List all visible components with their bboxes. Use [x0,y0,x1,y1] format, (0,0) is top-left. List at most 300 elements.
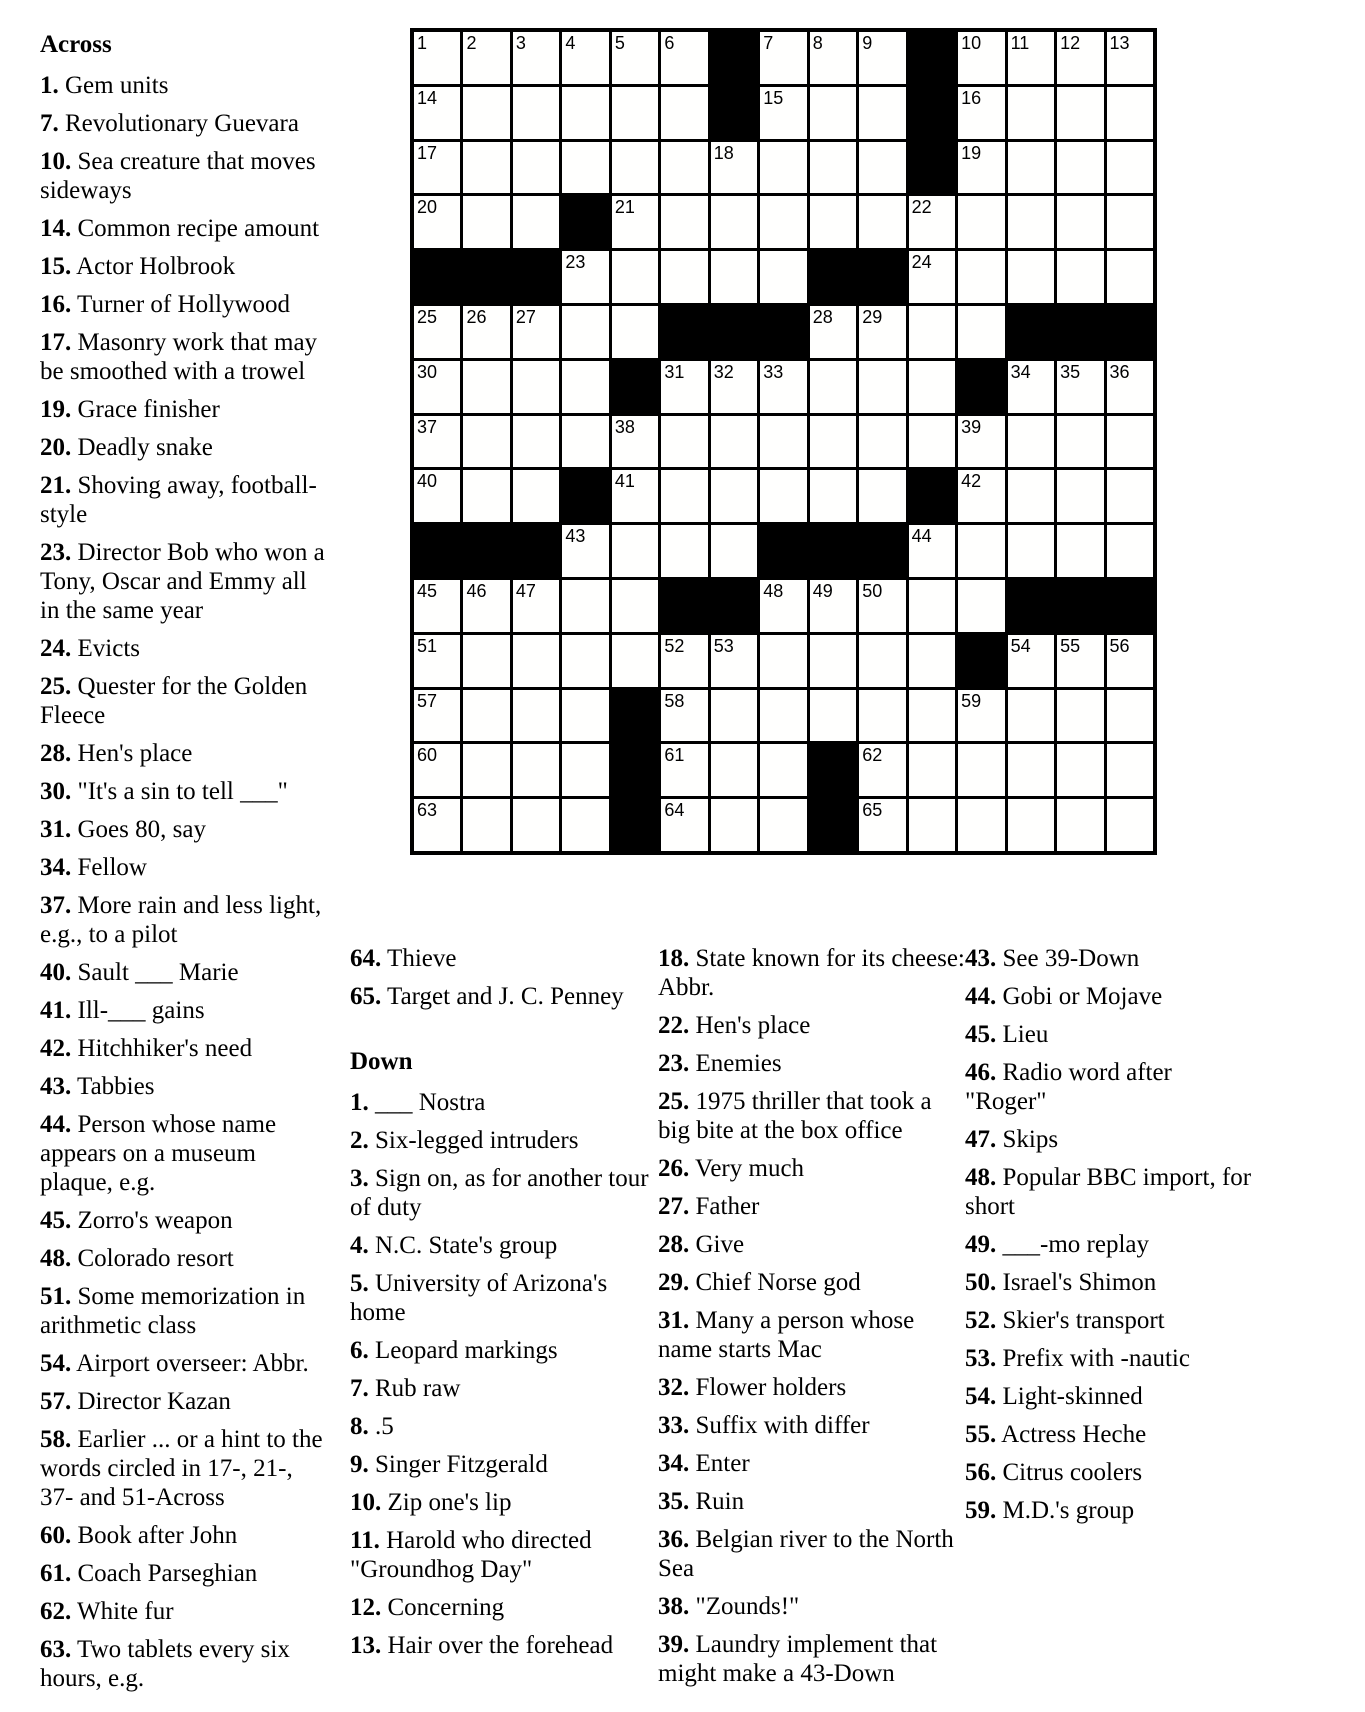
grid-cell[interactable] [463,87,509,139]
grid-cell[interactable] [1008,142,1054,194]
clue-text: State known for its cheese: Abbr. [658,945,965,1001]
grid-cell[interactable] [463,142,509,194]
grid-cell-black [1008,306,1054,358]
grid-cell[interactable] [810,142,856,194]
grid-cell[interactable] [859,306,905,358]
clue [40,1282,327,1340]
grid-cell[interactable] [513,32,559,84]
grid-cell[interactable] [958,87,1004,139]
grid-cell[interactable] [909,744,955,796]
grid-cell[interactable] [1057,470,1103,522]
grid-cell[interactable] [463,306,509,358]
grid-cell[interactable] [1107,635,1153,687]
grid-cell[interactable] [661,32,707,84]
grid-cell[interactable] [1107,525,1153,577]
grid-cell[interactable] [1008,361,1054,413]
grid-cell[interactable] [1008,196,1054,248]
grid-cell[interactable] [711,251,757,303]
grid-cell[interactable] [463,799,509,851]
clue-text: Citrus coolers [996,1459,1143,1486]
grid-cell[interactable] [958,142,1004,194]
grid-cell[interactable] [859,142,905,194]
grid-cell[interactable] [711,525,757,577]
clue [40,1206,327,1235]
grid-cell[interactable] [661,87,707,139]
clue-number: 26. [658,1155,690,1182]
grid-cell[interactable] [562,580,608,632]
clue-number: 42. [40,1035,72,1062]
grid-cell[interactable] [513,744,559,796]
grid-cell[interactable] [1008,470,1054,522]
grid-cell[interactable] [513,306,559,358]
grid-cell-black [414,251,460,303]
grid-cell[interactable] [463,416,509,468]
cell-number: 60 [417,745,438,766]
clue-text: Enemies [689,1050,782,1077]
clue [658,1525,965,1583]
clue-text: Person whose name appears on a museum plaque, e.g. [40,1111,277,1196]
cell-number: 9 [862,33,873,53]
grid-cell[interactable] [909,361,955,413]
grid-cell[interactable] [562,306,608,358]
grid-cell[interactable] [958,416,1004,468]
grid-cell-black [612,799,658,851]
grid-cell[interactable] [760,635,806,687]
clue-number: 1. [40,72,59,99]
clue [350,1126,650,1155]
clue-text: White fur [71,1598,174,1625]
clue [658,1268,965,1297]
grid-cell[interactable] [414,361,460,413]
grid-cell[interactable] [562,87,608,139]
grid-cell[interactable] [859,32,905,84]
grid-cell[interactable] [1008,87,1054,139]
grid-cell[interactable] [810,690,856,742]
grid-cell[interactable] [1057,525,1103,577]
grid-cell[interactable] [760,416,806,468]
grid-cell[interactable] [909,799,955,851]
grid-cell[interactable] [958,251,1004,303]
grid-cell[interactable] [909,690,955,742]
clue-number: 43. [965,945,997,972]
clue [658,1630,965,1688]
clue [40,71,327,100]
grid-cell[interactable] [810,196,856,248]
clue [965,1458,1255,1487]
grid-cell[interactable] [1107,799,1153,851]
grid-cell[interactable] [1057,142,1103,194]
grid-cell[interactable] [1008,32,1054,84]
cell-number: 2 [466,33,477,53]
grid-cell[interactable] [414,306,460,358]
grid-cell[interactable] [1057,87,1103,139]
clue [40,147,327,205]
clue [965,1058,1255,1116]
grid-cell[interactable] [1057,635,1103,687]
grid-cell-black [859,525,905,577]
grid-cell[interactable] [810,580,856,632]
grid-cell[interactable] [513,87,559,139]
cell-number: 41 [614,471,635,492]
clue [40,252,327,281]
clue-column-3 [658,944,965,1697]
grid-cell[interactable] [760,690,806,742]
clue-text: Coach Parseghian [71,1560,258,1587]
grid-cell[interactable] [909,525,955,577]
clue-text: Hitchhiker's need [71,1035,253,1062]
grid-cell[interactable] [1008,416,1054,468]
grid-cell[interactable] [513,580,559,632]
cell-number: 38 [614,416,635,437]
clue [658,1230,965,1259]
grid-cell[interactable] [562,251,608,303]
grid-cell[interactable] [711,142,757,194]
grid-cell[interactable] [661,525,707,577]
clue-text: Thieve [381,945,457,972]
clue-text: Gobi or Mojave [996,983,1163,1010]
grid-cell[interactable] [414,87,460,139]
grid-cell[interactable] [414,799,460,851]
grid-cell[interactable] [1107,142,1153,194]
grid-cell[interactable] [513,690,559,742]
clue [350,1526,650,1584]
grid-cell[interactable] [562,142,608,194]
grid-cell[interactable] [711,416,757,468]
grid-cell[interactable] [463,744,509,796]
grid-cell[interactable] [414,32,460,84]
grid-cell[interactable] [612,142,658,194]
grid-cell[interactable] [1008,525,1054,577]
grid-cell[interactable] [810,470,856,522]
grid-cell[interactable] [463,196,509,248]
grid-cell-black [810,799,856,851]
grid-cell[interactable] [612,470,658,522]
clue-text: Prefix with -nautic [996,1345,1190,1372]
grid-cell[interactable] [711,799,757,851]
cell-number: 25 [417,306,438,327]
grid-cell[interactable] [661,196,707,248]
clue [40,1244,327,1273]
clue-text: Lieu [996,1021,1049,1048]
grid-cell[interactable] [958,306,1004,358]
grid-cell[interactable] [909,635,955,687]
clue-number: 28. [658,1231,690,1258]
grid-cell[interactable] [810,32,856,84]
cell-number: 31 [664,361,685,382]
grid-cell[interactable] [414,416,460,468]
clue [658,1011,965,1040]
grid-cell[interactable] [463,690,509,742]
grid-cell[interactable] [612,32,658,84]
grid-cell[interactable] [859,744,905,796]
grid-cell[interactable] [1107,470,1153,522]
grid-cell[interactable] [661,470,707,522]
clue [40,395,327,424]
clue [965,982,1255,1011]
clue-number: 12. [350,1594,382,1621]
grid-cell[interactable] [760,361,806,413]
grid-cell[interactable] [1107,361,1153,413]
clue-number: 2. [350,1127,369,1154]
grid-cell[interactable] [909,416,955,468]
grid-cell[interactable] [463,470,509,522]
grid-cell[interactable] [760,470,806,522]
cell-number: 49 [812,580,833,601]
clue-text: Actor Holbrook [71,253,236,280]
clue [350,1450,650,1479]
grid-cell[interactable] [562,525,608,577]
grid-cell[interactable] [562,744,608,796]
grid-cell[interactable] [711,635,757,687]
clue-number: 8. [350,1413,369,1440]
clue-text: Ruin [689,1488,745,1515]
grid-cell[interactable] [562,32,608,84]
clue-text: Concerning [381,1594,505,1621]
clue-number: 20. [40,434,72,461]
grid-cell[interactable] [414,744,460,796]
grid-cell[interactable] [414,196,460,248]
grid-cell[interactable] [612,87,658,139]
clue-text: .5 [368,1413,394,1440]
grid-cell[interactable] [711,361,757,413]
grid-cell[interactable] [1107,251,1153,303]
grid-cell[interactable] [463,635,509,687]
clue-number: 58. [40,1426,72,1453]
grid-cell[interactable] [711,744,757,796]
grid-cell[interactable] [513,196,559,248]
grid-cell[interactable] [810,416,856,468]
grid-cell[interactable] [909,580,955,632]
clue [658,1049,965,1078]
clue-text: Enter [689,1450,750,1477]
grid-cell[interactable] [1008,744,1054,796]
grid-cell[interactable] [513,416,559,468]
grid-cell[interactable] [1057,690,1103,742]
grid-cell[interactable] [463,32,509,84]
grid-cell[interactable] [463,361,509,413]
clue-text: Fellow [71,854,147,881]
grid-cell[interactable] [414,470,460,522]
grid-cell[interactable] [612,525,658,577]
grid-cell[interactable] [958,744,1004,796]
grid-cell[interactable] [1107,32,1153,84]
grid-cell[interactable] [958,690,1004,742]
cell-number: 33 [763,361,784,382]
clue-column-2 [350,944,650,1669]
grid-cell[interactable] [909,196,955,248]
grid-cell[interactable] [810,87,856,139]
cell-number: 16 [961,87,982,108]
clue-number: 23. [658,1050,690,1077]
grid-cell[interactable] [612,306,658,358]
cell-number: 45 [417,580,438,601]
grid-cell[interactable] [760,32,806,84]
grid-cell[interactable] [958,470,1004,522]
grid-cell[interactable] [661,142,707,194]
clue-number: 57. [40,1388,72,1415]
clue-number: 27. [658,1193,690,1220]
grid-cell[interactable] [612,580,658,632]
grid-cell[interactable] [513,142,559,194]
grid-cell[interactable] [760,799,806,851]
cell-number: 46 [466,580,487,601]
grid-cell-black [711,87,757,139]
grid-cell[interactable] [1008,635,1054,687]
grid-cell[interactable] [958,799,1004,851]
clue-number: 47. [965,1126,997,1153]
grid-cell[interactable] [1057,799,1103,851]
grid-cell[interactable] [711,690,757,742]
grid-cell[interactable] [1107,196,1153,248]
clue-text: Gem units [58,72,169,99]
grid-cell[interactable] [711,470,757,522]
clue [40,1559,327,1588]
grid-cell[interactable] [958,32,1004,84]
grid-cell[interactable] [859,87,905,139]
grid-cell[interactable] [414,580,460,632]
grid-cell[interactable] [1107,690,1153,742]
clue-text: University of Arizona's home [350,1270,608,1326]
grid-cell[interactable] [562,361,608,413]
grid-cell[interactable] [859,635,905,687]
clue-number: 22. [658,1012,690,1039]
clue [965,1125,1255,1154]
grid-cell[interactable] [513,361,559,413]
grid-cell[interactable] [513,799,559,851]
clue-text: Target and J. C. Penney [381,983,624,1010]
clue-text: Evicts [71,635,140,662]
cell-number: 21 [614,197,635,218]
clue-number: 17. [40,329,72,356]
grid-cell[interactable] [760,196,806,248]
clue-number: 39. [658,1631,690,1658]
grid-cell[interactable] [661,635,707,687]
clue [658,1592,965,1621]
grid-cell[interactable] [562,799,608,851]
grid-cell[interactable] [612,635,658,687]
grid-cell[interactable] [859,470,905,522]
grid-cell[interactable] [463,580,509,632]
grid-cell[interactable] [661,799,707,851]
grid-cell[interactable] [562,416,608,468]
grid-cell[interactable] [612,196,658,248]
grid-cell[interactable] [859,580,905,632]
grid-cell[interactable] [760,87,806,139]
clue-text: Turner of Hollywood [71,291,291,318]
clue [965,1230,1255,1259]
clue [658,1487,965,1516]
grid-cell[interactable] [612,251,658,303]
clue-text: Goes 80, say [71,816,206,843]
clue [40,1635,327,1693]
cell-number: 24 [911,252,932,273]
grid-cell[interactable] [562,635,608,687]
grid-cell[interactable] [760,580,806,632]
clue-number: 16. [40,291,72,318]
grid-cell[interactable] [1008,251,1054,303]
grid-cell[interactable] [711,196,757,248]
grid-cell[interactable] [859,416,905,468]
grid-cell[interactable] [1008,799,1054,851]
clue-text: Some memorization in arithmetic class [40,1283,306,1339]
grid-cell[interactable] [760,744,806,796]
grid-cell[interactable] [1107,416,1153,468]
grid-cell[interactable] [859,690,905,742]
grid-cell[interactable] [1107,744,1153,796]
grid-cell[interactable] [1057,416,1103,468]
clue-text: Rub raw [368,1375,461,1402]
grid-cell[interactable] [414,690,460,742]
cell-number: 43 [565,526,586,547]
grid-cell[interactable] [661,251,707,303]
grid-cell[interactable] [909,306,955,358]
clue-number: 49. [965,1231,997,1258]
grid-cell[interactable] [810,361,856,413]
grid-cell[interactable] [810,635,856,687]
grid-cell-black [958,361,1004,413]
grid-cell[interactable] [760,142,806,194]
clue-number: 44. [40,1111,72,1138]
clue-text: Singer Fitzgerald [368,1451,548,1478]
grid-cell[interactable] [513,635,559,687]
clue-text: Tabbies [71,1073,155,1100]
grid-cell[interactable] [414,635,460,687]
grid-cell[interactable] [958,580,1004,632]
clue-number: 25. [658,1088,690,1115]
grid-cell-black [859,251,905,303]
clue-text: ___-mo replay [996,1231,1149,1258]
grid-cell[interactable] [562,690,608,742]
crossword-grid [410,28,1157,855]
cell-number: 14 [417,87,438,108]
clue [40,328,327,386]
grid-cell[interactable] [859,196,905,248]
grid-cell[interactable] [513,470,559,522]
grid-cell[interactable] [909,251,955,303]
clue-column-1 [40,30,327,1702]
grid-cell[interactable] [1057,361,1103,413]
cell-number: 19 [961,142,982,163]
grid-cell-black [1057,580,1103,632]
grid-cell[interactable] [414,142,460,194]
grid-cell[interactable] [1107,87,1153,139]
clue-number: 14. [40,215,72,242]
grid-cell[interactable] [810,306,856,358]
clue [40,471,327,529]
grid-cell[interactable] [859,799,905,851]
grid-cell[interactable] [859,361,905,413]
clue-text: Deadly snake [71,434,213,461]
grid-cell[interactable] [612,416,658,468]
grid-cell[interactable] [1008,690,1054,742]
clue-text: Skips [996,1126,1059,1153]
grid-cell[interactable] [1057,32,1103,84]
grid-cell[interactable] [661,416,707,468]
clue-number: 40. [40,959,72,986]
grid-cell[interactable] [760,251,806,303]
grid-cell[interactable] [661,690,707,742]
grid-cell[interactable] [958,525,1004,577]
grid-cell[interactable] [661,744,707,796]
grid-cell[interactable] [1057,196,1103,248]
clue-text: Very much [689,1155,805,1182]
grid-cell-black [414,525,460,577]
clue [658,1087,965,1145]
grid-cell[interactable] [1057,251,1103,303]
grid-cell[interactable] [1057,744,1103,796]
grid-cell[interactable] [661,361,707,413]
grid-cell[interactable] [958,196,1004,248]
